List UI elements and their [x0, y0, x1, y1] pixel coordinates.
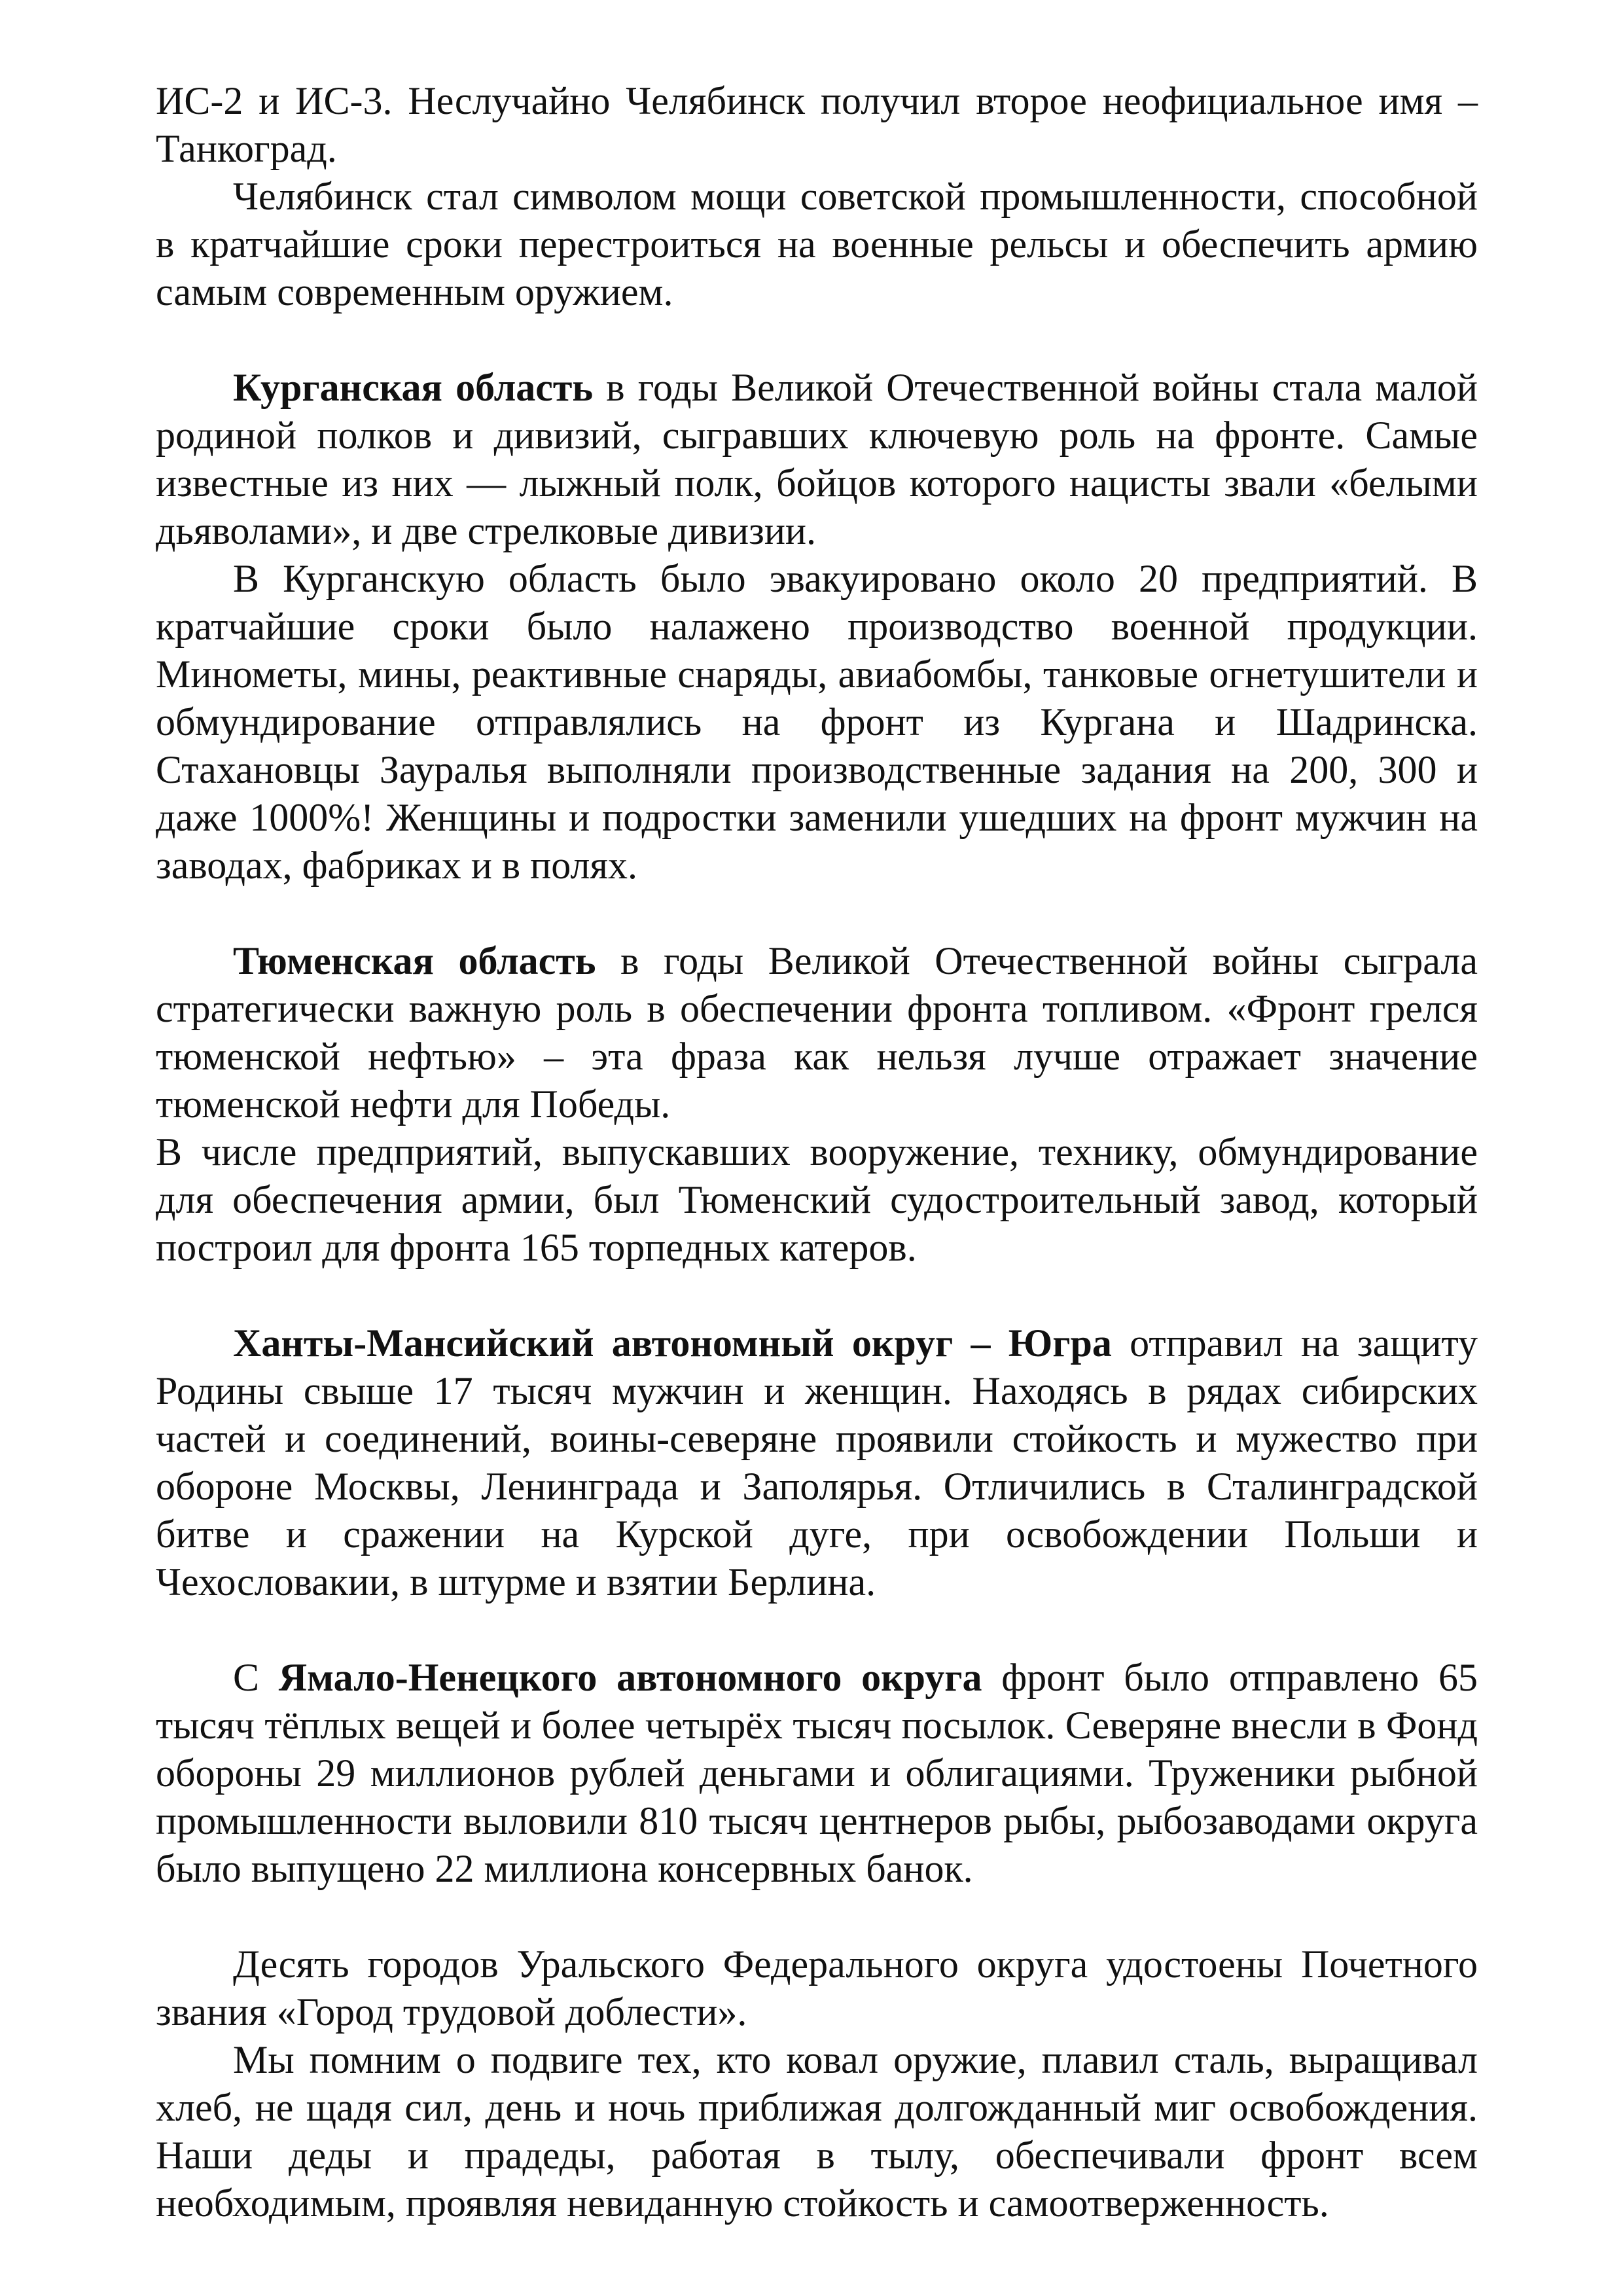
paragraph-text: В Курганскую область было эвакуировано около 20 предприятий. В кратчайшие сроки было налажено производство военной продукции. Минометы, мины, реактивные снаряды, авиабомбы, танковые огнетушители и обмундирование отправлялись на фронт из Кургана и Шадринска. Стахановцы Зауралья выполняли производственные задания на 200, 300 и даже 1000%! Женщины и подростки заменили ушедших на фронт мужчин на заводах, фабриках и в полях.	[156, 557, 1478, 887]
paragraph-gap	[156, 1606, 1478, 1654]
region-heading: Ханты-Мансийский автономный округ – Югра	[233, 1321, 1112, 1365]
paragraph-yamalo-nenets	[156, 1654, 1478, 1893]
paragraph-gap	[156, 889, 1478, 937]
region-heading: Тюменская область	[233, 939, 596, 982]
paragraph-kurgan-evacuation	[156, 555, 1478, 889]
paragraph-chelyabinsk-symbol	[156, 173, 1478, 316]
paragraph-text: фронт было отправлено 65 тысяч тёплых вещей и более четырёх тысяч посылок. Северяне внесли в Фонд обороны 29 миллионов рублей деньгами и облигациями. Труженики рыбной промышленности выловили 810 тысяч центнеров рыбы, рыбозаводами округа было выпущено 22 миллиона консервных банок.	[156, 1656, 1478, 1890]
paragraph-prefix: С	[233, 1656, 279, 1699]
paragraph-text: в годы Великой Отечественной войны сыграла стратегически важную роль в обеспечении фронта топливом. «Фронт грелся тюменской нефтью» – эта фраза как нельзя лучше отражает значение тюменской нефти для Победы.	[156, 939, 1478, 1126]
document-page	[156, 77, 1478, 2227]
paragraph-text: В числе предприятий, выпускавших вооружение, технику, обмундирование для обеспечения армии, был Тюменский судостроительный завод, который построил для фронта 165 торпедных катеров.	[156, 1130, 1478, 1269]
paragraph-text: ИС-2 и ИС-3. Неслучайно Челябинск получил второе неофициальное имя – Танкоград.	[156, 79, 1478, 170]
paragraph-gap	[156, 1272, 1478, 1319]
paragraph-tyumen-region	[156, 937, 1478, 1128]
region-heading: Ямало-Ненецкого автономного округа	[278, 1656, 982, 1699]
paragraph-tyumen-shipyard	[156, 1128, 1478, 1272]
paragraph-remembrance	[156, 2036, 1478, 2227]
paragraph-text: Десять городов Уральского Федерального округа удостоены Почетного звания «Город трудовой доблести».	[156, 1943, 1478, 2034]
paragraph-kurgan-region	[156, 364, 1478, 555]
paragraph-gap	[156, 1893, 1478, 1941]
paragraph-tankograd	[156, 77, 1478, 173]
paragraph-labor-valor-cities	[156, 1941, 1478, 2036]
paragraph-gap	[156, 316, 1478, 364]
paragraph-khanty-mansi	[156, 1319, 1478, 1606]
region-heading: Курганская область	[233, 366, 594, 409]
paragraph-text: в годы Великой Отечественной войны стала малой родиной полков и дивизий, сыгравших ключевую роль на фронте. Самые известные из них — лыжный полк, бойцов которого нацисты звали «белыми дьяволами», и две стрелковые дивизии.	[156, 366, 1478, 552]
paragraph-text: отправил на защиту Родины свыше 17 тысяч мужчин и женщин. Находясь в рядах сибирских частей и соединений, воины-северяне проявили стойкость и мужество при обороне Москвы, Ленинграда и Заполярья. Отличились в Сталинградской битве и сражении на Курской дуге, при освобождении Польши и Чехословакии, в штурме и взятии Берлина.	[156, 1321, 1478, 1604]
paragraph-text: Челябинск стал символом мощи советской промышленности, способной в кратчайшие сроки перестроиться на военные рельсы и обеспечить армию самым современным оружием.	[156, 175, 1478, 314]
paragraph-text: Мы помним о подвиге тех, кто ковал оружие, плавил сталь, выращивал хлеб, не щадя сил, день и ночь приближая долгожданный миг освобождения. Наши деды и прадеды, работая в тылу, обеспечивали фронт всем необходимым, проявляя невиданную стойкость и самоотверженность.	[156, 2038, 1478, 2225]
